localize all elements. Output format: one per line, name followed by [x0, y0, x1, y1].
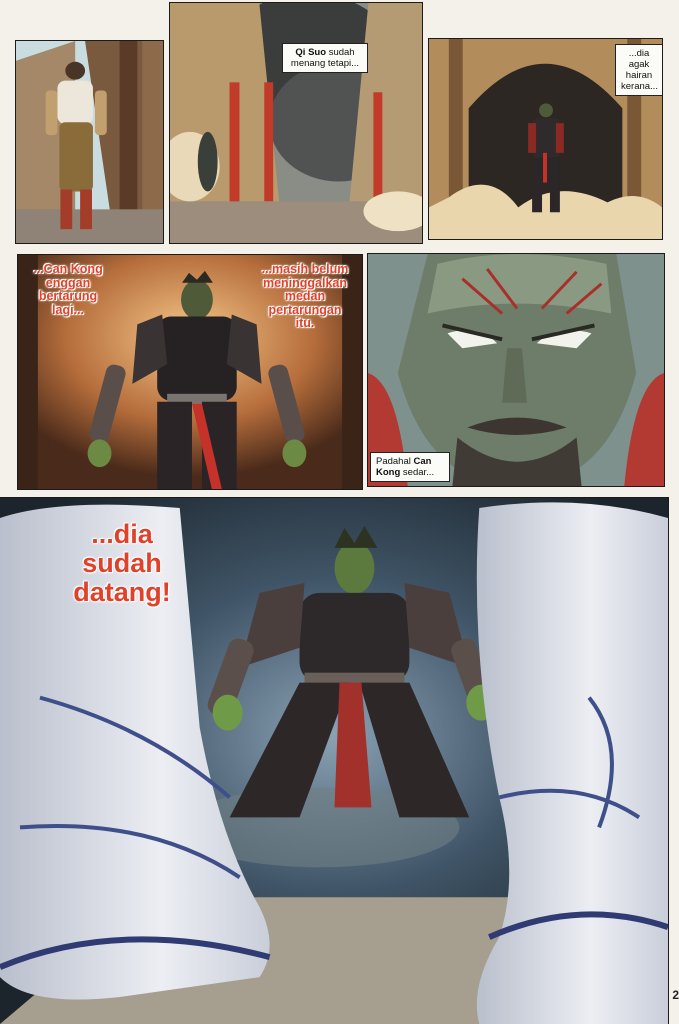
- page-number: 2: [672, 988, 679, 1002]
- narration-left-line-2: enggan: [45, 275, 91, 290]
- narration-left-line-3: bertarung: [38, 289, 98, 303]
- narration-right-line-2: meninggalkan: [262, 275, 348, 290]
- narration-can-kong-right: [250, 263, 360, 331]
- panel-5: [367, 253, 665, 487]
- panel-2: [169, 2, 423, 244]
- narration-right-line-1: ...masih belum: [261, 262, 349, 276]
- caption-padahal-name-2: Kong: [376, 467, 401, 478]
- narration-right-line-4: pertarungan: [268, 302, 342, 317]
- narration-datang-line-2: sudah: [82, 548, 162, 579]
- caption-padahal-name-1: Can: [413, 456, 432, 467]
- caption-padahal-pre: Padahal: [376, 456, 411, 467]
- caption-dia-agak-line-1: ...dia agak: [628, 48, 650, 70]
- narration-datang-line-3: datang!: [73, 577, 171, 608]
- caption-qi-suo-name: Qi Suo: [295, 47, 327, 58]
- panel-2-art: [170, 3, 422, 243]
- caption-qi-suo-text-1: sudah: [328, 47, 355, 58]
- caption-padahal-post: sedar...: [402, 467, 435, 478]
- panel-4: [17, 254, 363, 490]
- narration-can-kong-left: [24, 263, 112, 317]
- panel-1-art: [16, 41, 163, 243]
- caption-dia-agak: [615, 44, 663, 96]
- narration-left-line-4: lagi...: [52, 302, 84, 317]
- caption-dia-agak-line-3: kerana...: [621, 81, 658, 92]
- narration-right-line-3: medan: [284, 289, 326, 303]
- narration-datang-line-1: ...dia: [91, 519, 153, 549]
- panel-6: [0, 497, 669, 1024]
- narration-dia-sudah-datang: [52, 520, 192, 607]
- narration-left-line-1: ...Can Kong: [33, 262, 103, 276]
- caption-padahal: [370, 452, 450, 482]
- caption-qi-suo: [282, 43, 368, 73]
- panel-3: [428, 38, 663, 240]
- caption-dia-agak-line-2: hairan: [625, 70, 653, 81]
- caption-qi-suo-text-2: menang tetapi...: [290, 58, 360, 69]
- narration-right-line-5: itu.: [295, 316, 315, 330]
- panel-1: [15, 40, 164, 244]
